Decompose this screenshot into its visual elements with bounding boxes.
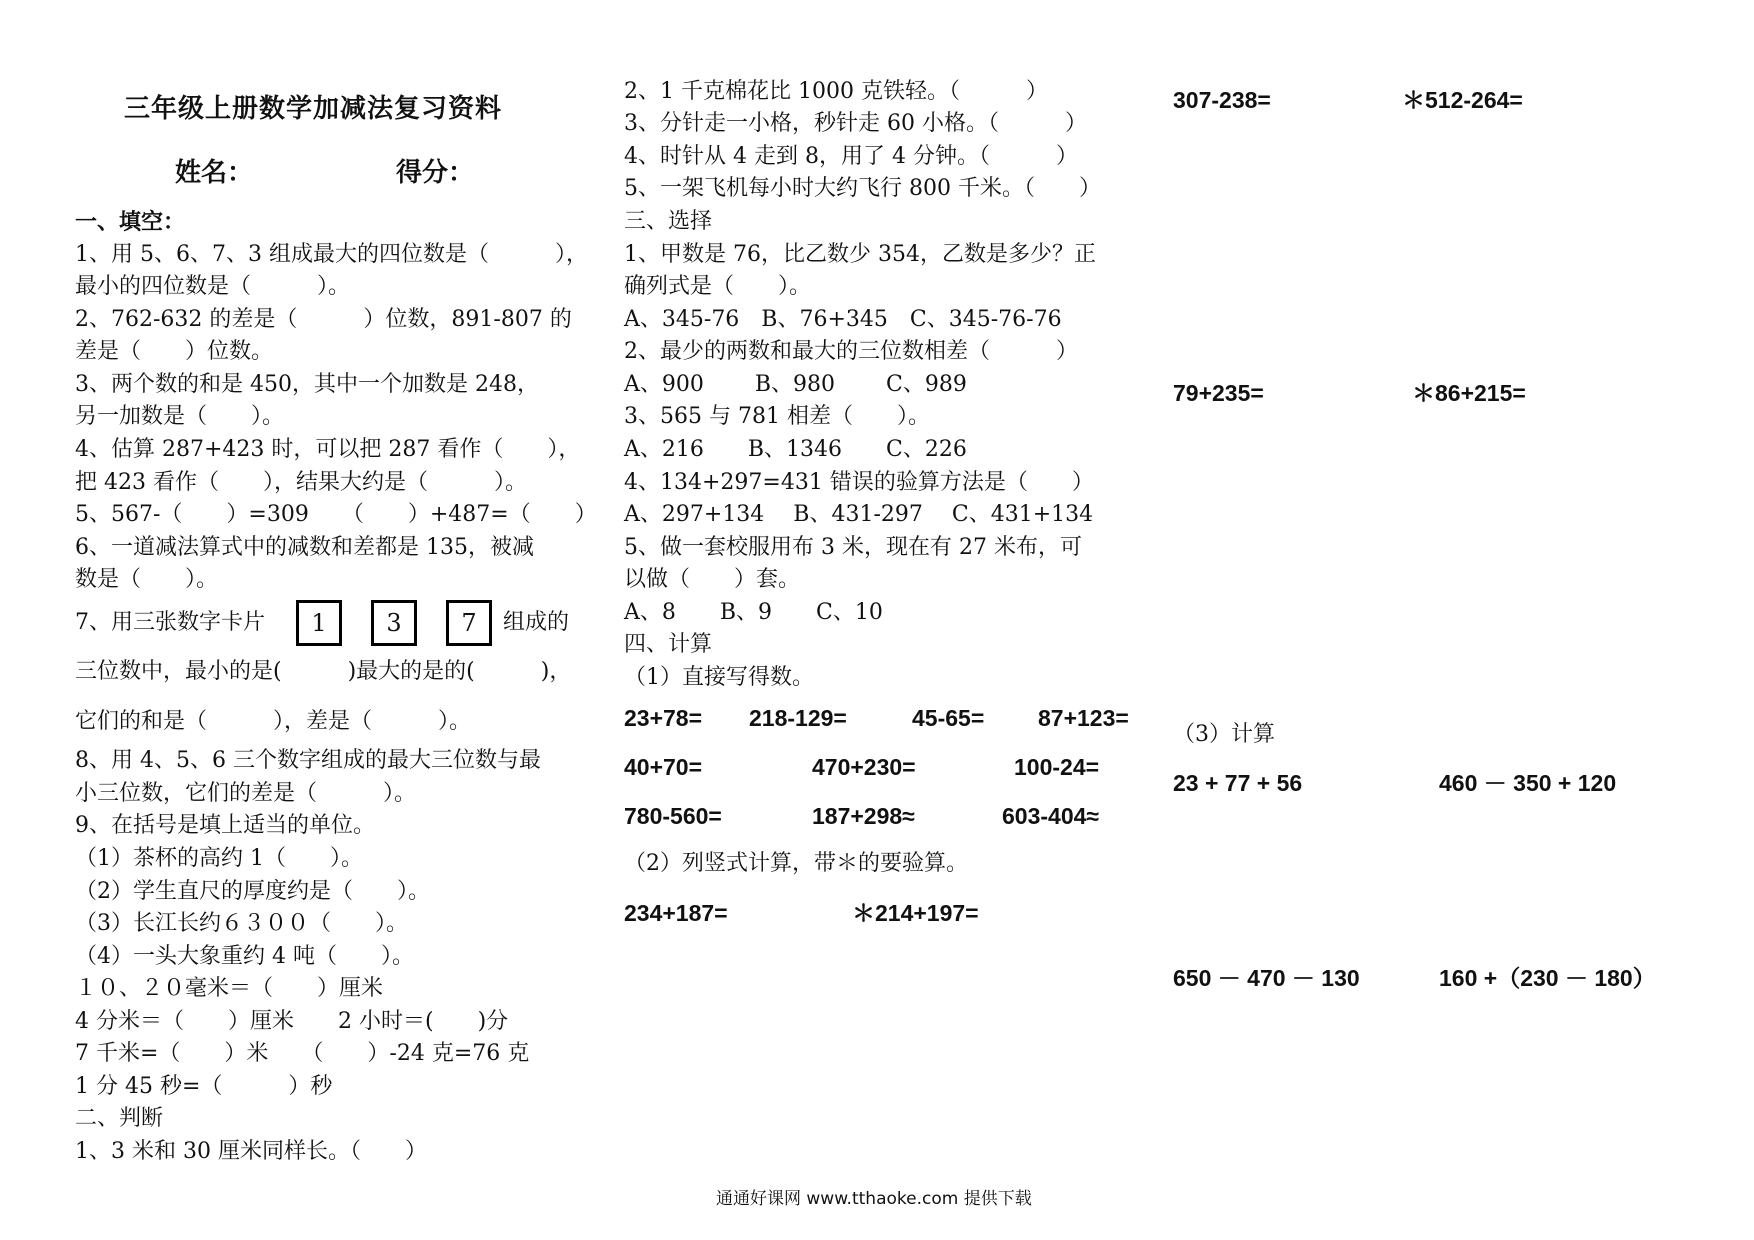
calc-problem: 234+187=: [624, 900, 728, 926]
calc-problem: 87+123=: [1038, 705, 1129, 731]
answer-options: A、297+134 B、431-297 C、431+134: [624, 502, 1094, 527]
question-line: 9、在括号是填上适当的单位。: [75, 813, 375, 838]
question-line: 3、分针走一小格，秒针走 60 小格。（ ）: [624, 111, 1087, 136]
number-card: 1: [296, 600, 342, 646]
question-line: 最小的四位数是（ ）。: [75, 274, 351, 299]
calc-problem: 187+298≈: [812, 803, 915, 829]
calc-problem: 218-129=: [749, 705, 847, 731]
number-card: 3: [371, 600, 417, 646]
subsection-heading: （1）直接写得数。: [624, 665, 814, 690]
question-line: （1）茶杯的高约 1（ ）。: [75, 846, 363, 871]
question-line: 5、一架飞机每小时大约飞行 800 千米。（ ）: [624, 176, 1101, 201]
calc-problem: 470+230=: [812, 754, 916, 780]
calc-problem: 23+78=: [624, 705, 703, 731]
question-line: 5、567-（ ）=309 （ ）+487=（ ）: [75, 502, 597, 527]
section-judge-heading: 二、判断: [75, 1106, 164, 1131]
question-line: （2）学生直尺的厚度约是（ ）。: [75, 879, 430, 904]
page-title: 三年级上册数学加减法复习资料: [124, 94, 503, 124]
question-line: （4）一头大象重约 4 吨（ ）。: [75, 944, 414, 969]
calc-problem: 603-404≈: [1002, 803, 1100, 829]
question-line: 数是（ ）。: [75, 567, 219, 592]
calc-problem: ＊214+197=: [852, 900, 979, 926]
calc-problem: 79+235=: [1173, 380, 1264, 406]
question-line: 2、762-632 的差是（ ）位数，891-807 的: [75, 307, 572, 332]
question-line: 4、估算 287+423 时，可以把 287 看作（ ），: [75, 437, 581, 462]
name-label: 姓名：: [175, 158, 254, 188]
question-line: 3、565 与 781 相差（ ）。: [624, 404, 930, 429]
answer-options: A、8 B、9 C、10: [624, 600, 883, 625]
question-line: 确列式是（ ）。: [624, 274, 812, 299]
question-line: 4 分米＝（ ）厘米 2 小时＝( )分: [75, 1009, 509, 1034]
subsection-heading: （3）计算: [1173, 722, 1275, 747]
score-label: 得分：: [396, 158, 475, 188]
answer-options: A、345-76 B、76+345 C、345-76-76: [624, 307, 1062, 332]
calc-problem: 460 － 350 + 120: [1439, 770, 1617, 796]
calc-problem: 160 +（230 － 180）: [1439, 965, 1656, 991]
question-line: 4、时针从 4 走到 8，用了 4 分钟。（ ）: [624, 144, 1078, 169]
question-line: 1、甲数是 76，比乙数少 354，乙数是多少？正: [624, 242, 1096, 267]
calc-problem: ＊512-264=: [1402, 87, 1523, 113]
section-calc-heading: 四、计算: [624, 632, 713, 657]
calc-problem: ＊86+215=: [1412, 380, 1526, 406]
question-line: 4、134+297=431 错误的验算方法是（ ）: [624, 470, 1094, 495]
calc-problem: 307-238=: [1173, 87, 1271, 113]
question-line: （3）长江长约６３００（ ）。: [75, 911, 408, 936]
question-line: 它们的和是（ ），差是（ ）。: [75, 709, 472, 734]
calc-problem: 45-65=: [912, 705, 985, 731]
section-fill-blank-heading: 一、填空：: [75, 209, 186, 235]
question-line: １０、２０毫米＝（ ）厘米: [75, 976, 384, 1001]
calc-problem: 780-560=: [624, 803, 722, 829]
question-line: 把 423 看作（ ），结果大约是（ ）。: [75, 470, 527, 495]
calc-problem: 650 － 470 － 130: [1173, 965, 1360, 991]
question-line: 8、用 4、5、6 三个数字组成的最大三位数与最: [75, 748, 541, 773]
calc-problem: 23 + 77 + 56: [1173, 770, 1303, 796]
number-card: 7: [446, 600, 492, 646]
section-choice-heading: 三、选择: [624, 209, 713, 234]
question-line: 另一加数是（ ）。: [75, 404, 285, 429]
question-line: 三位数中，最小的是( )最大的是的( )，: [75, 659, 572, 684]
answer-options: A、216 B、1346 C、226: [624, 437, 967, 462]
calc-problem: 100-24=: [1014, 754, 1100, 780]
subsection-heading: （2）列竖式计算，带＊的要验算。: [624, 851, 968, 876]
question-line: 5、做一套校服用布 3 米，现在有 27 米布，可: [624, 535, 1082, 560]
footer-credit: 通通好课网 www.tthaoke.com 提供下载: [716, 1189, 1032, 1209]
question-line: 组成的: [503, 610, 570, 635]
question-line: 2、最少的两数和最大的三位数相差（ ）: [624, 339, 1078, 364]
question-line: 差是（ ）位数。: [75, 339, 274, 364]
question-line: 小三位数，它们的差是（ ）。: [75, 781, 417, 806]
question-line: 7 千米=（ ）米 （ ）-24 克=76 克: [75, 1041, 530, 1066]
question-line: 6、一道减法算式中的减数和差都是 135，被减: [75, 535, 534, 560]
question-line: 3、两个数的和是 450，其中一个加数是 248，: [75, 372, 539, 397]
question-line: 7、用三张数字卡片: [75, 610, 265, 635]
question-line: 1、用 5、6、7、3 组成最大的四位数是（ ），: [75, 242, 588, 267]
question-line: 1、3 米和 30 厘米同样长。（ ）: [75, 1139, 427, 1164]
answer-options: A、900 B、980 C、989: [624, 372, 967, 397]
calc-problem: 40+70=: [624, 754, 703, 780]
question-line: 2、1 千克棉花比 1000 克铁轻。（ ）: [624, 79, 1048, 104]
question-line: 以做（ ）套。: [624, 567, 801, 592]
question-line: 1 分 45 秒=（ ）秒: [75, 1074, 333, 1099]
